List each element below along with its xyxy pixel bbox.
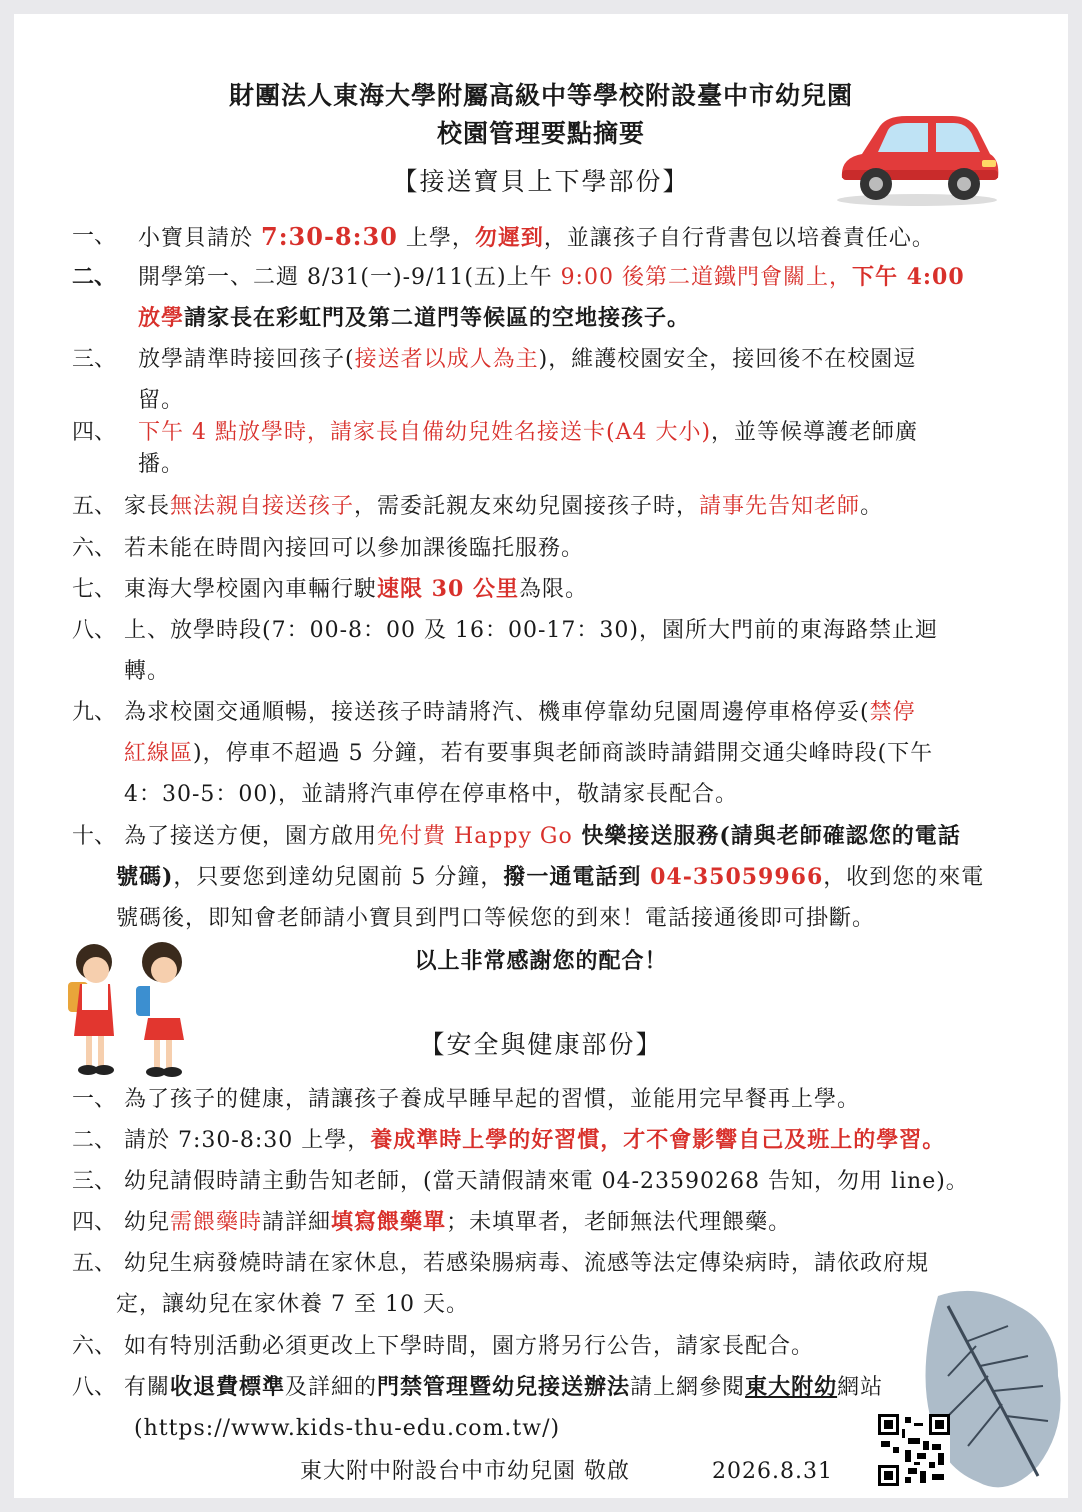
s2-item8-num: 八、 <box>72 1375 117 1400</box>
title-line-1: 財團法人東海大學附屬高級中等學校附設臺中市幼兒園 <box>228 81 853 110</box>
s2-item5-line1: 幼兒生病發燒時請在家休息，若感染腸病毒、流感等法定傳染病時，請依政府規 <box>124 1251 930 1276</box>
s1-item3-line2: 留。 <box>138 388 185 413</box>
s2-item8-line1: 有關收退費標準及詳細的門禁管理暨幼兒接送辦法請上網參閱東大附幼網站 <box>124 1374 884 1400</box>
section1-heading: 【接送寶貝上下學部份】 <box>392 167 690 196</box>
s1-item5: 家長無法親自接送孩子，需委託親友來幼兒園接孩子時，請事先告知老師。 <box>124 494 884 519</box>
s1-item4-line2: 播。 <box>138 452 185 477</box>
date: 2026.8.31 <box>712 1459 833 1484</box>
s1-item10-line2: 號碼)，只要您到達幼兒園前 5 分鐘，撥一通電話到 04-35059966，收到您的來電 <box>116 864 985 890</box>
s1-item9-line3: 4：30-5：00)，並請將汽車停在停車格中，敬請家長配合。 <box>124 782 739 807</box>
s1-item7-num: 七、 <box>72 577 117 602</box>
s1-item1: 小寶貝請於 7:30-8:30 上學，勿遲到，並讓孩子自行背書包以培養責任心。 <box>138 222 935 251</box>
qr-code-icon <box>878 1414 950 1486</box>
s2-item4: 幼兒需餵藥時請詳細填寫餵藥單；未填單者，老師無法代理餵藥。 <box>124 1209 792 1235</box>
s2-item3-num: 三、 <box>72 1169 117 1194</box>
s2-item1: 為了孩子的健康，請讓孩子養成早睡早起的習慣，並能用完早餐再上學。 <box>124 1087 861 1112</box>
s1-item9-num: 九、 <box>72 700 117 725</box>
s1-item10-num: 十、 <box>72 824 117 849</box>
s2-item5-line2: 定，讓幼兒在家休養 7 至 10 天。 <box>116 1292 469 1317</box>
s1-item5-num: 五、 <box>72 494 117 519</box>
title-line-2: 校園管理要點摘要 <box>436 119 645 148</box>
s2-item6-num: 六、 <box>72 1334 117 1359</box>
section2-heading: 【安全與健康部份】 <box>419 1030 663 1059</box>
s1-item10-line3: 號碼後，即知會老師請小寶貝到門口等候您的到來！電話接通後即可掛斷。 <box>116 906 876 931</box>
s1-item3-line1: 放學請準時接回孩子(接送者以成人為主)，維護校園安全，接回後不在校園逗 <box>138 347 917 372</box>
s1-item8-num: 八、 <box>72 618 117 643</box>
s2-item1-num: 一、 <box>72 1087 117 1112</box>
thanks-note: 以上非常感謝您的配合！ <box>414 948 668 974</box>
s1-item4-num: 四、 <box>72 420 117 445</box>
s1-item8-line2: 轉。 <box>124 659 171 684</box>
s1-item2-line2: 放學請家長在彩虹門及第二道門等候區的空地接孩子。 <box>138 305 691 331</box>
s1-item9-line1: 為求校園交通順暢，接送孩子時請將汽、機車停靠幼兒園周邊停車格停妥(禁停 <box>124 700 916 725</box>
red-car-icon <box>832 108 1002 208</box>
website-link[interactable]: (https://www.kids-thu-edu.com.tw/) <box>134 1416 561 1441</box>
s1-item4-line1: 下午 4 點放學時，請家長自備幼兒姓名接送卡(A4 大小)，並等候導護老師廣 <box>138 420 919 445</box>
s2-item2-num: 二、 <box>72 1128 117 1153</box>
s1-item8-line1: 上、放學時段(7：00-8：00 及 16：00-17：30)，園所大門前的東海路禁止迴 <box>124 618 938 643</box>
s1-item1-num: 一、 <box>72 224 117 249</box>
s1-item2-num: 二、 <box>72 264 117 290</box>
s1-item6-num: 六、 <box>72 536 117 561</box>
s1-item2-line1: 開學第一、二週 8/31(一)-9/11(五)上午 9:00 後第二道鐵門會關上，下午 4:00 <box>138 264 965 290</box>
s1-item9-line2: 紅線區)，停車不超過 5 分鐘，若有要事與老師商談時請錯開交通尖峰時段(下午 <box>124 741 934 766</box>
s2-item5-num: 五、 <box>72 1251 117 1276</box>
signature: 東大附中附設台中市幼兒園 敬啟 <box>300 1459 630 1484</box>
s1-item7: 東海大學校園內車輛行駛速限 30 公里為限。 <box>124 576 588 602</box>
s2-item6: 如有特別活動必須更改上下學時間，園方將另行公告，請家長配合。 <box>124 1334 815 1359</box>
s1-item6: 若未能在時間內接回可以參加課後臨托服務。 <box>124 536 585 561</box>
s1-item3-num: 三、 <box>72 347 117 372</box>
s2-item2: 請於 7:30-8:30 上學，養成準時上學的好習慣，才不會影響自己及班上的學習。 <box>124 1127 946 1153</box>
s2-item3: 幼兒請假時請主動告知老師，(當天請假請來電 04-23590268 告知，勿用 line)。 <box>124 1169 969 1194</box>
s2-item4-num: 四、 <box>72 1210 117 1235</box>
s1-item10-line1: 為了接送方便，園方啟用免付費 Happy Go 快樂接送服務(請與老師確認您的電話 <box>124 823 961 849</box>
